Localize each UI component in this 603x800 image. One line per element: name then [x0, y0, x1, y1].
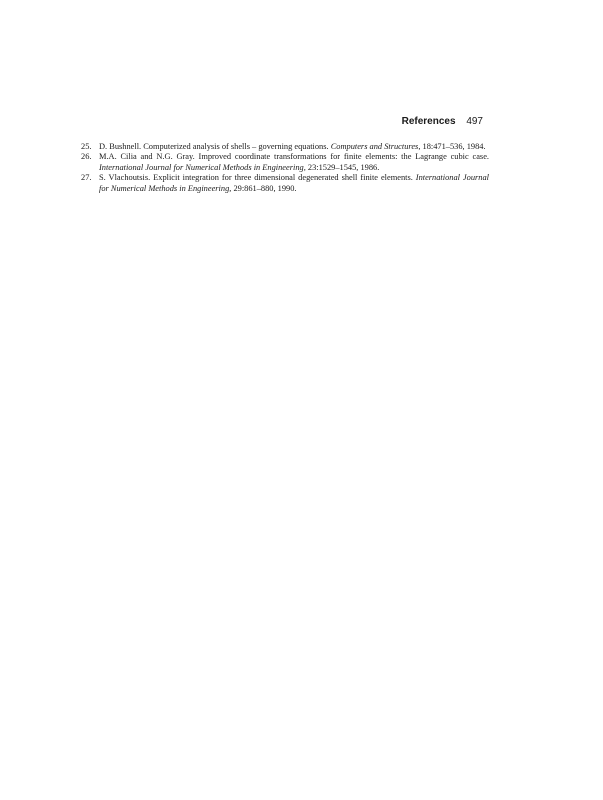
reference-journal: Computers and Structures — [330, 142, 419, 151]
reference-item-26: 26. M.A. Cilia and N.G. Gray. Improved coordinate transformations for finite elements: the Lagrange cubic case. International Journal for Numerical Methods in Engineering, 23:1529–1545, 1986. — [81, 152, 490, 172]
reference-number: 27. — [81, 173, 92, 183]
reference-title: Improved coordinate transformations for finite elements: the Lagrange cubic case. — [198, 152, 490, 162]
reference-list — [81, 142, 489, 194]
reference-authors: D. Bushnell. — [99, 142, 142, 151]
reference-details: 18:471–536, 1984. — [422, 142, 486, 151]
running-head — [402, 116, 483, 127]
reference-authors: S. Vlachoutsis. — [99, 173, 151, 183]
reference-journal: International Journal for Numerical Methods in Engineering — [99, 162, 304, 172]
reference-item-25: 25. D. Bushnell. Computerized analysis of shells – governing equations. Computers and Structures, 18:471–536, 1984. — [81, 142, 486, 151]
reference-details: 23:1529–1545, 1986. — [307, 162, 380, 172]
reference-details: 29:861–880, 1990. — [233, 183, 297, 193]
reference-number: 26. — [81, 152, 92, 162]
reference-number: 25. — [81, 142, 92, 151]
section-title: References — [401, 116, 456, 127]
reference-authors: M.A. Cilia and N.G. Gray. — [99, 152, 195, 162]
reference-title: Explicit integration for three dimensional degenerated shell finite elements. — [153, 173, 413, 183]
reference-title: Computerized analysis of shells – governing equations. — [143, 142, 329, 151]
reference-journal: International Journal for Numerical Methods in Engineering — [99, 173, 489, 193]
reference-item-27: 27. S. Vlachoutsis. Explicit integration for three dimensional degenerated shell finite elements. International Journal for Numerical Methods in Engineering, 29:861–880, 1990. — [81, 173, 489, 193]
page-number: 497 — [466, 116, 483, 127]
